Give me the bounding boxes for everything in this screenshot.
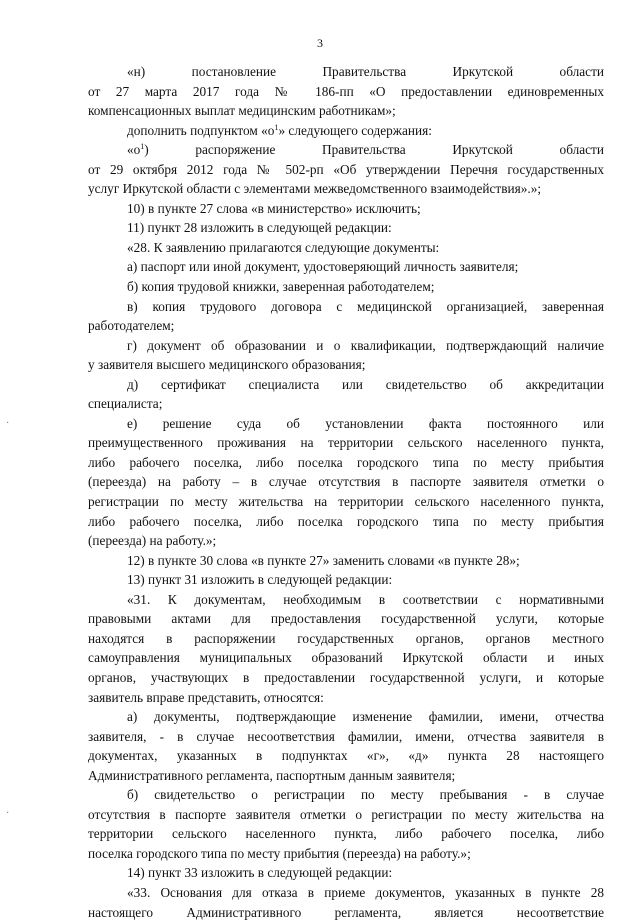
text-line: «31. К документам, необходимым в соответствии с нормативными (127, 591, 604, 607)
text-line: поселка городского типа по месту прибытия (переезда) на работу.»; (88, 845, 471, 861)
text-line: заявителя, - в случае несоответствия фамилии, имени, отчества заявителя в (88, 728, 604, 744)
scan-speck: · (6, 808, 10, 819)
scan-speck: · (6, 418, 10, 429)
text-line: самоуправления муниципальных образований Иркутской области и иных (88, 650, 604, 666)
text-line: заявитель вправе представить, относятся: (88, 689, 324, 705)
text-line: работодателем; (88, 318, 175, 334)
text-line: б) копия трудовой книжки, заверенная работодателем; (127, 279, 435, 295)
superscript-mark: 1 (140, 142, 145, 152)
text-line: 11) пункт 28 изложить в следующей редакции: (127, 220, 392, 236)
text-line: «28. К заявлению прилагаются следующие документы: (127, 239, 440, 255)
text-line: дополнить подпунктом «$о^1$» следующего содержания: (127, 122, 432, 138)
text-line: д) сертификат специалиста или свидетельство об аккредитации (127, 376, 604, 392)
text-line: либо рабочего поселка, либо поселка городского типа по месту прибытия (88, 454, 604, 470)
text-line: е) решение суда об установлении факта постоянного или (127, 415, 604, 431)
text-line: б) свидетельство о регистрации по месту пребывания - в случае (127, 787, 604, 803)
text-line: в) копия трудового договора с медицинской организацией, заверенная (127, 298, 604, 314)
text-line: преимущественного проживания на территории сельского населенного пункта, (88, 435, 604, 451)
text-line: (переезда) на работу.»; (88, 533, 217, 549)
text-line: отсутствия в паспорте заявителя отметки о регистрации по месту жительства на (88, 806, 604, 822)
text-line: от 27 марта 2017 года № 186-пп «О предоставлении единовременных (88, 83, 604, 99)
text-line: настоящего Административного регламента, является несоответствие (88, 904, 604, 920)
text-line: а) документы, подтверждающие изменение фамилии, имени, отчества (127, 709, 604, 725)
text-line: регистрации по месту жительства на территории сельского населенного пункта, (88, 494, 604, 510)
superscript-mark: 1 (274, 122, 279, 132)
text-line: 14) пункт 33 изложить в следующей редакции: (127, 865, 393, 881)
text-line: 10) в пункте 27 слова «в министерство» исключить; (127, 200, 421, 216)
text-line: находятся в распоряжении государственных органов, органов местного (88, 630, 604, 646)
text-line: 13) пункт 31 изложить в следующей редакции: (127, 572, 393, 588)
text-line: «$о^1$) распоряжение Правительства Иркутской области (127, 142, 604, 158)
text-line: г) документ об образовании и о квалификации, подтверждающий наличие (127, 337, 604, 353)
text-line: «33. Основания для отказа в приеме документов, указанных в пункте 28 (127, 884, 604, 900)
text-line: территории сельского населенного пункта, либо рабочего поселка, либо (88, 826, 604, 842)
document-body (88, 62, 604, 922)
text-line: Административного регламента, паспортным данным заявителя; (88, 767, 456, 783)
text-line: «н) постановление Правительства Иркутской области (127, 64, 604, 79)
text-line: либо рабочего поселка, либо поселка городского типа по месту прибытия (88, 513, 604, 529)
text-line: специалиста; (88, 396, 163, 412)
text-line: документах, указанных в подпунктах «г», «д» пункта 28 настоящего (88, 748, 604, 764)
text-line: органов, участвующих в предоставлении государственной услуги, и которые (88, 669, 604, 685)
page-number: 3 (317, 36, 323, 50)
text-line: правовыми актами для предоставления государственной услуги, которые (88, 611, 604, 627)
text-line: а) паспорт или иной документ, удостоверяющий личность заявителя; (127, 259, 519, 275)
text-line: компенсационных выплат медицинским работникам»; (88, 103, 396, 119)
text-line: (переезда) на работу – в случае отсутствия в паспорте заявителя отметки о (88, 474, 604, 490)
text-line: от 29 октября 2012 года № 502-рп «Об утверждении Перечня государственных (88, 161, 604, 177)
text-line: услуг Иркутской области с элементами межведомственного взаимодействия».»; (88, 181, 542, 197)
text-line: 12) в пункте 30 слова «в пункте 27» заменить словами «в пункте 28»; (127, 552, 520, 568)
text-line: у заявителя высшего медицинского образования; (88, 357, 366, 373)
